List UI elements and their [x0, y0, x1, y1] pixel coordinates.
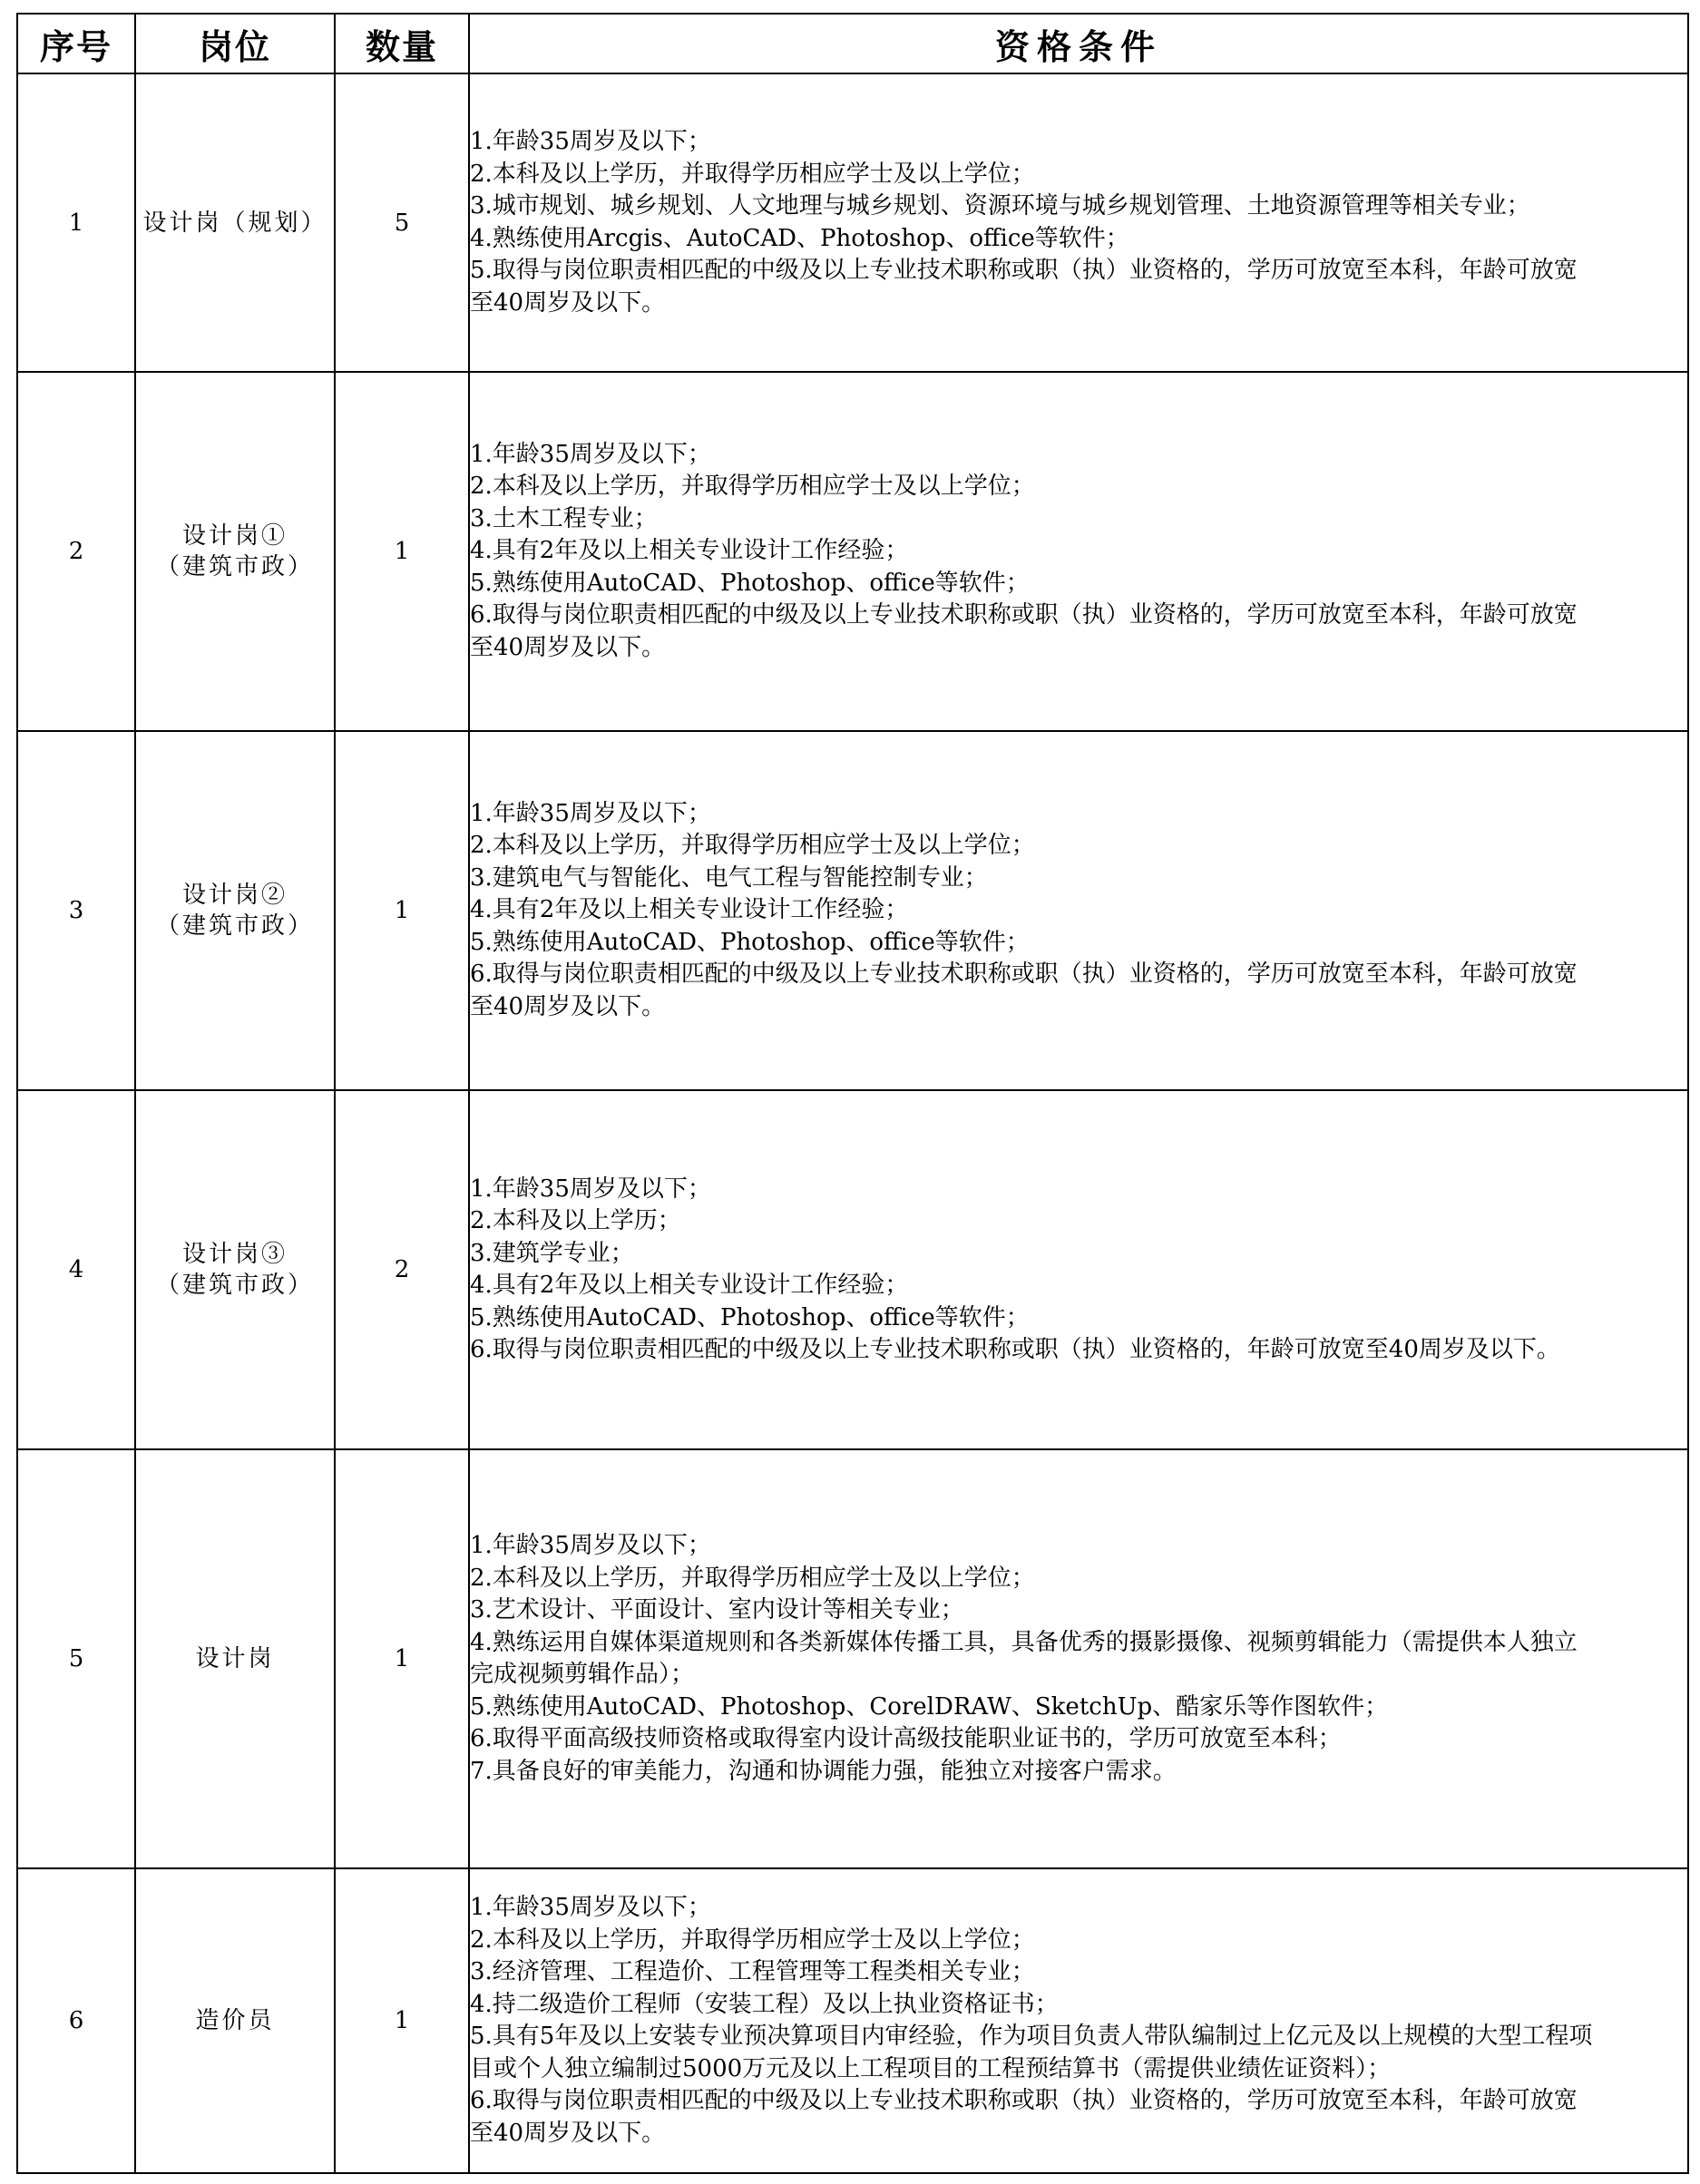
- header-qualifications: 资格条件: [469, 14, 1688, 73]
- qualification-line: 1.年龄35周岁及以下；: [470, 1894, 711, 1921]
- qualification-line: 6.取得与岗位职责相匹配的中级及以上专业技术职称或职（执）业资格的，年龄可放宽至40周岁及以下。: [470, 1336, 1560, 1363]
- header-position: 岗位: [135, 14, 335, 73]
- qualification-line: 2.本科及以上学历，并取得学历相应学士及以上学位；: [470, 832, 1035, 860]
- position-line: 设计岗: [195, 1645, 275, 1672]
- qualification-line: 3.土木工程专业；: [470, 504, 658, 532]
- qualification-line: 5.熟练使用AutoCAD、Photoshop、office等软件；: [470, 928, 1030, 956]
- qualification-line: 4.具有2年及以上相关专业设计工作经验；: [470, 896, 909, 924]
- qualification-line: 2.本科及以上学历，并取得学历相应学士及以上学位；: [470, 160, 1035, 188]
- qualification-line: 5.熟练使用AutoCAD、Photoshop、CorelDRAW、SketchUp、酷家乐等作图软件；: [470, 1692, 1389, 1721]
- row-count: 5: [335, 73, 469, 372]
- row-index: 4: [17, 1090, 135, 1449]
- qualification-line: 4.熟练运用自媒体渠道规则和各类新媒体传播工具，具备优秀的摄影摄像、视频剪辑能力（需提供本人独立: [470, 1628, 1578, 1656]
- qualification-line: 4.熟练使用Arcgis、AutoCAD、Photoshop、office等软件；: [470, 224, 1129, 252]
- row-position: [135, 73, 335, 372]
- row-index: 3: [17, 731, 135, 1090]
- qualification-line: 4.具有2年及以上相关专业设计工作经验；: [470, 537, 909, 565]
- qualification-line: 5.取得与岗位职责相匹配的中级及以上专业技术职称或职（执）业资格的，学历可放宽至本科，年龄可放宽: [470, 257, 1578, 284]
- qualification-line: 至40周岁及以下。: [470, 633, 666, 661]
- qualification-line: 3.城市规划、城乡规划、人文地理与城乡规划、资源环境与城乡规划管理、土地资源管理等相关专业；: [470, 192, 1530, 219]
- position-line: （建筑市政）: [155, 1272, 314, 1299]
- qualification-line: 至40周岁及以下。: [470, 288, 666, 317]
- row-qualifications: [469, 1090, 1688, 1449]
- position-line: 造价员: [195, 2007, 275, 2034]
- qualification-line: 1.年龄35周岁及以下；: [470, 1175, 711, 1203]
- row-position: [135, 372, 335, 731]
- qualification-line: 至40周岁及以下。: [470, 992, 666, 1020]
- row-position: [135, 1090, 335, 1449]
- qualification-line: 3.经济管理、工程造价、工程管理等工程类相关专业；: [470, 1958, 1035, 1985]
- table-header-row: [17, 14, 1688, 73]
- position-line: 设计岗（规划）: [142, 209, 327, 237]
- table-row: [17, 73, 1688, 372]
- table-row: [17, 1868, 1688, 2173]
- position-line: 设计岗②: [181, 882, 288, 909]
- row-position: [135, 1449, 335, 1868]
- qualification-line: 7.具备良好的审美能力，沟通和协调能力强，能独立对接客户需求。: [470, 1757, 1177, 1785]
- row-index: 6: [17, 1868, 135, 2173]
- qualification-line: 1.年龄35周岁及以下；: [470, 440, 711, 468]
- row-index: 1: [17, 73, 135, 372]
- table-row: [17, 1090, 1688, 1449]
- row-count: 1: [335, 731, 469, 1090]
- qualification-line: 1.年龄35周岁及以下；: [470, 799, 711, 827]
- qualification-line: 3.建筑电气与智能化、电气工程与智能控制专业；: [470, 863, 988, 892]
- qualification-line: 5.熟练使用AutoCAD、Photoshop、office等软件；: [470, 1303, 1030, 1331]
- row-qualifications: [469, 1449, 1688, 1868]
- row-index: 5: [17, 1449, 135, 1868]
- qualification-line: 6.取得与岗位职责相匹配的中级及以上专业技术职称或职（执）业资格的，学历可放宽至本科，年龄可放宽: [470, 601, 1578, 629]
- row-position: [135, 731, 335, 1090]
- qualification-line: 完成视频剪辑作品）；: [470, 1661, 695, 1688]
- header-index: 序号: [17, 14, 135, 73]
- qualification-line: 2.本科及以上学历，并取得学历相应学士及以上学位；: [470, 1564, 1035, 1592]
- table-row: [17, 731, 1688, 1090]
- qualification-line: 5.熟练使用AutoCAD、Photoshop、office等软件；: [470, 569, 1030, 597]
- qualification-line: 2.本科及以上学历，并取得学历相应学士及以上学位；: [470, 1926, 1035, 1954]
- qualification-line: 1.年龄35周岁及以下；: [470, 128, 711, 155]
- qualification-line: 至40周岁及以下。: [470, 2119, 666, 2147]
- qualification-line: 4.持二级造价工程师（安装工程）及以上执业资格证书；: [470, 1990, 1059, 2018]
- qualification-line: 2.本科及以上学历，并取得学历相应学士及以上学位；: [470, 473, 1035, 501]
- position-line: （建筑市政）: [155, 912, 314, 940]
- header-count: 数量: [335, 14, 469, 73]
- qualification-line: 6.取得与岗位职责相匹配的中级及以上专业技术职称或职（执）业资格的，学历可放宽至本科，年龄可放宽: [470, 960, 1578, 989]
- row-position: [135, 1868, 335, 2173]
- qualification-line: 6.取得平面高级技师资格或取得室内设计高级技能职业证书的，学历可放宽至本科；: [470, 1725, 1342, 1752]
- position-line: 设计岗①: [181, 522, 288, 550]
- row-count: 2: [335, 1090, 469, 1449]
- qualification-line: 2.本科及以上学历；: [470, 1207, 681, 1234]
- qualification-line: 3.建筑学专业；: [470, 1239, 634, 1267]
- row-qualifications: [469, 73, 1688, 372]
- table-row: [17, 1449, 1688, 1868]
- row-count: 1: [335, 1449, 469, 1868]
- row-count: 1: [335, 372, 469, 731]
- row-index: 2: [17, 372, 135, 731]
- row-qualifications: [469, 731, 1688, 1090]
- qualification-line: 3.艺术设计、平面设计、室内设计等相关专业；: [470, 1596, 964, 1623]
- qualification-line: 6.取得与岗位职责相匹配的中级及以上专业技术职称或职（执）业资格的，学历可放宽至本科，年龄可放宽: [470, 2087, 1578, 2114]
- table-row: [17, 372, 1688, 731]
- recruitment-table: [16, 13, 1689, 2174]
- row-qualifications: [469, 372, 1688, 731]
- qualification-line: 4.具有2年及以上相关专业设计工作经验；: [470, 1272, 909, 1299]
- row-qualifications: [469, 1868, 1688, 2173]
- position-line: （建筑市政）: [155, 553, 314, 580]
- qualification-line: 5.具有5年及以上安装专业预决算项目内审经验，作为项目负责人带队编制过上亿元及以上规模的大型工程项: [470, 2023, 1593, 2050]
- qualification-line: 1.年龄35周岁及以下；: [470, 1532, 711, 1559]
- position-line: 设计岗③: [181, 1241, 288, 1268]
- row-count: 1: [335, 1868, 469, 2173]
- qualification-line: 目或个人独立编制过5000万元及以上工程项目的工程预结算书（需提供业绩佐证资料）；: [470, 2054, 1392, 2082]
